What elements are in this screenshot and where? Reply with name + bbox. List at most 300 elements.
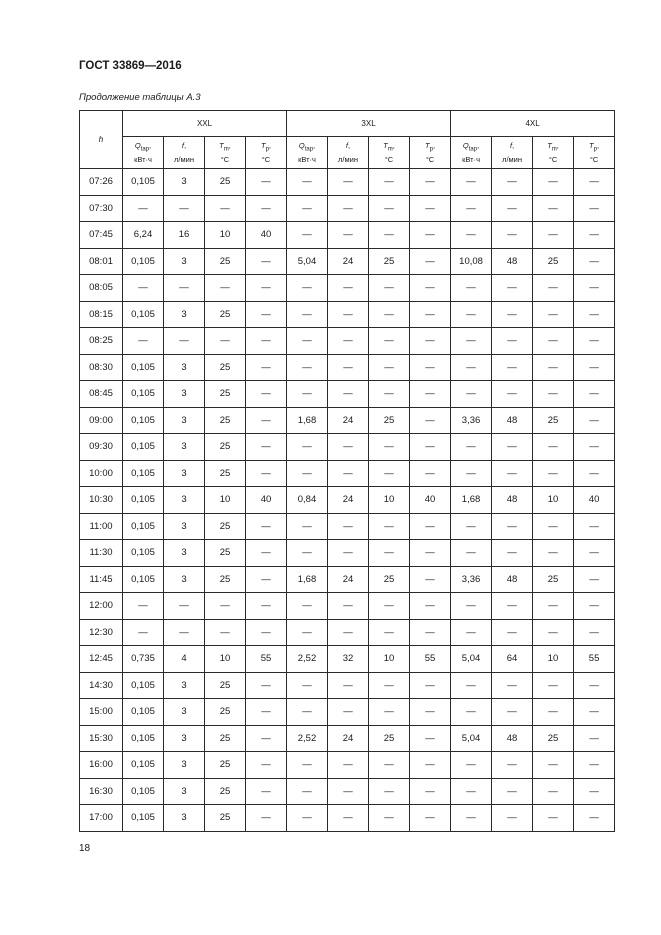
table-caption: Продолжение таблицы А.3 bbox=[79, 92, 201, 103]
value-cell: — bbox=[369, 169, 410, 196]
value-cell: — bbox=[328, 619, 369, 646]
column-symbol: T bbox=[383, 141, 388, 151]
value-cell: — bbox=[492, 195, 533, 222]
value-cell: — bbox=[451, 275, 492, 302]
time-cell: 08:45 bbox=[80, 381, 123, 408]
column-header bbox=[328, 137, 369, 169]
value-cell: — bbox=[533, 805, 574, 832]
value-cell: 3 bbox=[164, 407, 205, 434]
value-cell: 25 bbox=[205, 778, 246, 805]
value-cell: 40 bbox=[246, 487, 287, 514]
time-cell: 08:25 bbox=[80, 328, 123, 355]
group-header: 3XL bbox=[287, 111, 451, 137]
column-header bbox=[287, 137, 328, 169]
value-cell: 3 bbox=[164, 672, 205, 699]
column-unit: °C bbox=[384, 154, 394, 164]
table-row bbox=[80, 169, 615, 196]
time-cell: 09:30 bbox=[80, 434, 123, 461]
value-cell: 0,105 bbox=[123, 699, 164, 726]
value-cell: — bbox=[574, 407, 615, 434]
value-cell: 25 bbox=[205, 672, 246, 699]
time-cell: 16:00 bbox=[80, 752, 123, 779]
value-cell: — bbox=[492, 540, 533, 567]
value-cell: — bbox=[287, 169, 328, 196]
value-cell: — bbox=[246, 460, 287, 487]
value-cell: — bbox=[369, 672, 410, 699]
time-cell: 15:00 bbox=[80, 699, 123, 726]
value-cell: — bbox=[451, 169, 492, 196]
value-cell: 0,105 bbox=[123, 381, 164, 408]
column-separator: , bbox=[432, 141, 436, 151]
value-cell: — bbox=[410, 275, 451, 302]
value-cell: — bbox=[410, 460, 451, 487]
value-cell: — bbox=[287, 434, 328, 461]
value-cell: — bbox=[123, 275, 164, 302]
value-cell: — bbox=[246, 381, 287, 408]
value-cell: — bbox=[410, 593, 451, 620]
value-cell: 40 bbox=[574, 487, 615, 514]
value-cell: — bbox=[492, 805, 533, 832]
value-cell: 0,105 bbox=[123, 566, 164, 593]
value-cell: — bbox=[410, 354, 451, 381]
value-cell: — bbox=[369, 222, 410, 249]
table-row bbox=[80, 248, 615, 275]
value-cell: — bbox=[369, 752, 410, 779]
value-cell: 0,105 bbox=[123, 169, 164, 196]
value-cell: — bbox=[451, 381, 492, 408]
column-subscript: m bbox=[223, 146, 229, 153]
value-cell: 3 bbox=[164, 487, 205, 514]
column-symbol: f bbox=[181, 141, 184, 151]
value-cell: — bbox=[410, 619, 451, 646]
value-cell: — bbox=[328, 672, 369, 699]
value-cell: 0,105 bbox=[123, 407, 164, 434]
column-separator: , bbox=[268, 141, 272, 151]
value-cell: 25 bbox=[533, 407, 574, 434]
value-cell: 0,105 bbox=[123, 725, 164, 752]
value-cell: 55 bbox=[410, 646, 451, 673]
value-cell: — bbox=[574, 195, 615, 222]
value-cell: — bbox=[287, 513, 328, 540]
column-header bbox=[164, 137, 205, 169]
value-cell: — bbox=[533, 752, 574, 779]
value-cell: 25 bbox=[369, 566, 410, 593]
value-cell: 3 bbox=[164, 354, 205, 381]
column-subscript: tap bbox=[468, 146, 478, 153]
value-cell: — bbox=[574, 328, 615, 355]
value-cell: — bbox=[533, 222, 574, 249]
table-row bbox=[80, 487, 615, 514]
value-cell: — bbox=[492, 275, 533, 302]
value-cell: — bbox=[574, 778, 615, 805]
value-cell: 3 bbox=[164, 699, 205, 726]
column-subscript: tap bbox=[140, 146, 150, 153]
value-cell: 0,105 bbox=[123, 672, 164, 699]
column-subscript: p bbox=[429, 146, 433, 153]
column-header bbox=[205, 137, 246, 169]
value-cell: — bbox=[492, 672, 533, 699]
column-unit: л/мин bbox=[338, 154, 358, 164]
value-cell: — bbox=[164, 195, 205, 222]
column-header bbox=[369, 137, 410, 169]
time-cell: 12:45 bbox=[80, 646, 123, 673]
value-cell: — bbox=[287, 593, 328, 620]
value-cell: — bbox=[533, 593, 574, 620]
value-cell: — bbox=[574, 460, 615, 487]
value-cell: 5,04 bbox=[451, 725, 492, 752]
value-cell: — bbox=[574, 275, 615, 302]
value-cell: 24 bbox=[328, 407, 369, 434]
column-separator: , bbox=[512, 141, 515, 151]
value-cell: — bbox=[492, 328, 533, 355]
value-cell: 1,68 bbox=[451, 487, 492, 514]
value-cell: — bbox=[287, 354, 328, 381]
value-cell: 3,36 bbox=[451, 407, 492, 434]
value-cell: — bbox=[492, 752, 533, 779]
value-cell: 0,105 bbox=[123, 752, 164, 779]
value-cell: 25 bbox=[369, 407, 410, 434]
time-cell: 08:05 bbox=[80, 275, 123, 302]
value-cell: — bbox=[369, 275, 410, 302]
value-cell: — bbox=[533, 195, 574, 222]
value-cell: 16 bbox=[164, 222, 205, 249]
value-cell: — bbox=[246, 248, 287, 275]
time-cell: 07:30 bbox=[80, 195, 123, 222]
value-cell: — bbox=[246, 699, 287, 726]
value-cell: — bbox=[246, 752, 287, 779]
value-cell: — bbox=[574, 434, 615, 461]
column-separator: , bbox=[184, 141, 187, 151]
value-cell: 55 bbox=[246, 646, 287, 673]
column-separator: , bbox=[313, 141, 316, 151]
value-cell: — bbox=[205, 275, 246, 302]
value-cell: — bbox=[328, 778, 369, 805]
value-cell: — bbox=[574, 619, 615, 646]
value-cell: — bbox=[246, 566, 287, 593]
table-row bbox=[80, 460, 615, 487]
column-symbol: T bbox=[219, 141, 224, 151]
value-cell: — bbox=[533, 169, 574, 196]
column-symbol: T bbox=[589, 141, 594, 151]
value-cell: 24 bbox=[328, 566, 369, 593]
value-cell: — bbox=[574, 725, 615, 752]
value-cell: — bbox=[246, 301, 287, 328]
value-cell: — bbox=[287, 778, 328, 805]
value-cell: — bbox=[451, 805, 492, 832]
value-cell: 40 bbox=[410, 487, 451, 514]
column-header bbox=[246, 137, 287, 169]
value-cell: — bbox=[574, 805, 615, 832]
value-cell: — bbox=[533, 460, 574, 487]
value-cell: — bbox=[123, 619, 164, 646]
column-symbol: Q bbox=[298, 141, 305, 151]
value-cell: — bbox=[246, 195, 287, 222]
value-cell: — bbox=[451, 513, 492, 540]
value-cell: — bbox=[287, 275, 328, 302]
value-cell: — bbox=[369, 434, 410, 461]
value-cell: — bbox=[287, 328, 328, 355]
column-symbol: Q bbox=[462, 141, 469, 151]
value-cell: — bbox=[410, 513, 451, 540]
time-cell: 11:45 bbox=[80, 566, 123, 593]
group-header: XXL bbox=[123, 111, 287, 137]
value-cell: — bbox=[533, 672, 574, 699]
value-cell: — bbox=[287, 699, 328, 726]
value-cell: — bbox=[328, 354, 369, 381]
value-cell: 3 bbox=[164, 169, 205, 196]
value-cell: — bbox=[205, 619, 246, 646]
value-cell: — bbox=[574, 169, 615, 196]
column-symbol: T bbox=[547, 141, 552, 151]
value-cell: — bbox=[492, 301, 533, 328]
column-symbol: Q bbox=[134, 141, 141, 151]
group-header: 4XL bbox=[451, 111, 615, 137]
value-cell: 48 bbox=[492, 248, 533, 275]
time-cell: 12:30 bbox=[80, 619, 123, 646]
value-cell: — bbox=[328, 169, 369, 196]
value-cell: 2,52 bbox=[287, 646, 328, 673]
value-cell: 0,105 bbox=[123, 778, 164, 805]
value-cell: — bbox=[369, 381, 410, 408]
value-cell: — bbox=[451, 752, 492, 779]
value-cell: — bbox=[369, 328, 410, 355]
value-cell: — bbox=[246, 513, 287, 540]
value-cell: — bbox=[492, 513, 533, 540]
time-cell: 14:30 bbox=[80, 672, 123, 699]
value-cell: — bbox=[410, 566, 451, 593]
value-cell: — bbox=[492, 434, 533, 461]
value-cell: — bbox=[287, 301, 328, 328]
value-cell: — bbox=[328, 593, 369, 620]
value-cell: 3 bbox=[164, 460, 205, 487]
time-cell: 11:30 bbox=[80, 540, 123, 567]
column-separator: , bbox=[149, 141, 152, 151]
value-cell: 25 bbox=[369, 248, 410, 275]
value-cell: — bbox=[369, 699, 410, 726]
column-unit: л/мин bbox=[174, 154, 194, 164]
value-cell: — bbox=[410, 248, 451, 275]
value-cell: — bbox=[492, 699, 533, 726]
value-cell: — bbox=[410, 672, 451, 699]
value-cell: — bbox=[574, 381, 615, 408]
time-cell: 17:00 bbox=[80, 805, 123, 832]
value-cell: — bbox=[246, 619, 287, 646]
column-separator: , bbox=[392, 141, 395, 151]
value-cell: — bbox=[410, 778, 451, 805]
value-cell: — bbox=[574, 513, 615, 540]
table-row bbox=[80, 566, 615, 593]
value-cell: — bbox=[410, 169, 451, 196]
value-cell: 3 bbox=[164, 381, 205, 408]
value-cell: — bbox=[287, 222, 328, 249]
value-cell: 3,36 bbox=[451, 566, 492, 593]
value-cell: — bbox=[410, 434, 451, 461]
table-row bbox=[80, 593, 615, 620]
value-cell: 24 bbox=[328, 487, 369, 514]
value-cell: 0,105 bbox=[123, 301, 164, 328]
table-row bbox=[80, 407, 615, 434]
value-cell: 3 bbox=[164, 725, 205, 752]
value-cell: — bbox=[328, 540, 369, 567]
value-cell: — bbox=[246, 328, 287, 355]
data-table bbox=[79, 110, 615, 832]
time-cell: 08:15 bbox=[80, 301, 123, 328]
table-row bbox=[80, 805, 615, 832]
value-cell: — bbox=[369, 805, 410, 832]
column-unit: кВт·ч bbox=[462, 154, 480, 164]
value-cell: — bbox=[492, 460, 533, 487]
column-symbol: f bbox=[509, 141, 513, 151]
value-cell: — bbox=[492, 381, 533, 408]
column-subscript: m bbox=[551, 146, 557, 153]
value-cell: — bbox=[492, 593, 533, 620]
column-separator: , bbox=[596, 141, 600, 151]
value-cell: 25 bbox=[205, 381, 246, 408]
column-subscript: tap bbox=[304, 146, 314, 153]
value-cell: 0,84 bbox=[287, 487, 328, 514]
value-cell: 1,68 bbox=[287, 407, 328, 434]
value-cell: — bbox=[328, 513, 369, 540]
time-column-header: h bbox=[80, 111, 123, 169]
value-cell: 25 bbox=[205, 513, 246, 540]
value-cell: — bbox=[164, 275, 205, 302]
value-cell: 48 bbox=[492, 487, 533, 514]
table-row bbox=[80, 778, 615, 805]
value-cell: 48 bbox=[492, 725, 533, 752]
value-cell: 25 bbox=[205, 752, 246, 779]
value-cell: — bbox=[451, 328, 492, 355]
value-cell: — bbox=[369, 619, 410, 646]
value-cell: 25 bbox=[205, 540, 246, 567]
value-cell: — bbox=[123, 593, 164, 620]
column-unit: °C bbox=[261, 154, 271, 164]
table-row bbox=[80, 222, 615, 249]
value-cell: 25 bbox=[205, 566, 246, 593]
value-cell: — bbox=[369, 593, 410, 620]
document-title: ГОСТ 33869—2016 bbox=[79, 60, 182, 72]
time-cell: 12:00 bbox=[80, 593, 123, 620]
value-cell: 3 bbox=[164, 540, 205, 567]
column-unit: л/мин bbox=[502, 154, 523, 164]
value-cell: — bbox=[410, 407, 451, 434]
value-cell: — bbox=[574, 248, 615, 275]
value-cell: — bbox=[287, 460, 328, 487]
value-cell: — bbox=[410, 381, 451, 408]
value-cell: — bbox=[574, 672, 615, 699]
value-cell: 10 bbox=[533, 646, 574, 673]
value-cell: 0,105 bbox=[123, 487, 164, 514]
value-cell: — bbox=[328, 752, 369, 779]
value-cell: 10 bbox=[369, 646, 410, 673]
value-cell: — bbox=[123, 328, 164, 355]
table-row bbox=[80, 619, 615, 646]
value-cell: — bbox=[410, 540, 451, 567]
table-row bbox=[80, 381, 615, 408]
table-row bbox=[80, 195, 615, 222]
value-cell: 0,735 bbox=[123, 646, 164, 673]
time-cell: 07:45 bbox=[80, 222, 123, 249]
value-cell: 25 bbox=[205, 169, 246, 196]
value-cell: — bbox=[574, 540, 615, 567]
value-cell: 25 bbox=[205, 805, 246, 832]
value-cell: 0,105 bbox=[123, 460, 164, 487]
value-cell: — bbox=[533, 513, 574, 540]
value-cell: — bbox=[410, 195, 451, 222]
value-cell: 25 bbox=[205, 725, 246, 752]
value-cell: — bbox=[574, 301, 615, 328]
value-cell: — bbox=[369, 195, 410, 222]
value-cell: — bbox=[205, 195, 246, 222]
value-cell: 0,105 bbox=[123, 434, 164, 461]
value-cell: 0,105 bbox=[123, 354, 164, 381]
value-cell: — bbox=[164, 619, 205, 646]
time-cell: 08:01 bbox=[80, 248, 123, 275]
value-cell: — bbox=[451, 460, 492, 487]
column-header bbox=[574, 137, 615, 169]
table-row bbox=[80, 752, 615, 779]
value-cell: 5,04 bbox=[287, 248, 328, 275]
column-unit: °C bbox=[425, 154, 435, 164]
value-cell: 3 bbox=[164, 513, 205, 540]
column-separator: , bbox=[477, 141, 480, 151]
value-cell: — bbox=[328, 434, 369, 461]
value-cell: 25 bbox=[205, 301, 246, 328]
value-cell: — bbox=[246, 275, 287, 302]
value-cell: 10 bbox=[205, 222, 246, 249]
value-cell: 25 bbox=[533, 248, 574, 275]
value-cell: — bbox=[574, 593, 615, 620]
value-cell: — bbox=[123, 195, 164, 222]
column-separator: , bbox=[228, 141, 231, 151]
value-cell: — bbox=[451, 222, 492, 249]
table-row bbox=[80, 646, 615, 673]
table-row bbox=[80, 434, 615, 461]
time-cell: 08:30 bbox=[80, 354, 123, 381]
value-cell: 25 bbox=[533, 725, 574, 752]
value-cell: 25 bbox=[205, 354, 246, 381]
value-cell: — bbox=[287, 672, 328, 699]
value-cell: — bbox=[246, 169, 287, 196]
column-unit: °C bbox=[589, 154, 599, 164]
value-cell: — bbox=[246, 672, 287, 699]
table-row bbox=[80, 513, 615, 540]
time-cell: 10:30 bbox=[80, 487, 123, 514]
value-cell: 10 bbox=[205, 487, 246, 514]
column-separator: , bbox=[556, 141, 559, 151]
value-cell: 2,52 bbox=[287, 725, 328, 752]
value-cell: 24 bbox=[328, 248, 369, 275]
value-cell: — bbox=[164, 328, 205, 355]
column-unit: °C bbox=[548, 154, 558, 164]
value-cell: — bbox=[492, 619, 533, 646]
value-cell: 24 bbox=[328, 725, 369, 752]
table-row bbox=[80, 328, 615, 355]
value-cell: 6,24 bbox=[123, 222, 164, 249]
value-cell: — bbox=[205, 593, 246, 620]
time-cell: 09:00 bbox=[80, 407, 123, 434]
value-cell: — bbox=[287, 381, 328, 408]
value-cell: 25 bbox=[205, 407, 246, 434]
value-cell: — bbox=[369, 354, 410, 381]
value-cell: — bbox=[533, 619, 574, 646]
value-cell: 3 bbox=[164, 752, 205, 779]
column-symbol: T bbox=[425, 141, 430, 151]
table-row bbox=[80, 354, 615, 381]
value-cell: — bbox=[533, 354, 574, 381]
value-cell: 0,105 bbox=[123, 540, 164, 567]
value-cell: 5,04 bbox=[451, 646, 492, 673]
value-cell: 25 bbox=[205, 460, 246, 487]
